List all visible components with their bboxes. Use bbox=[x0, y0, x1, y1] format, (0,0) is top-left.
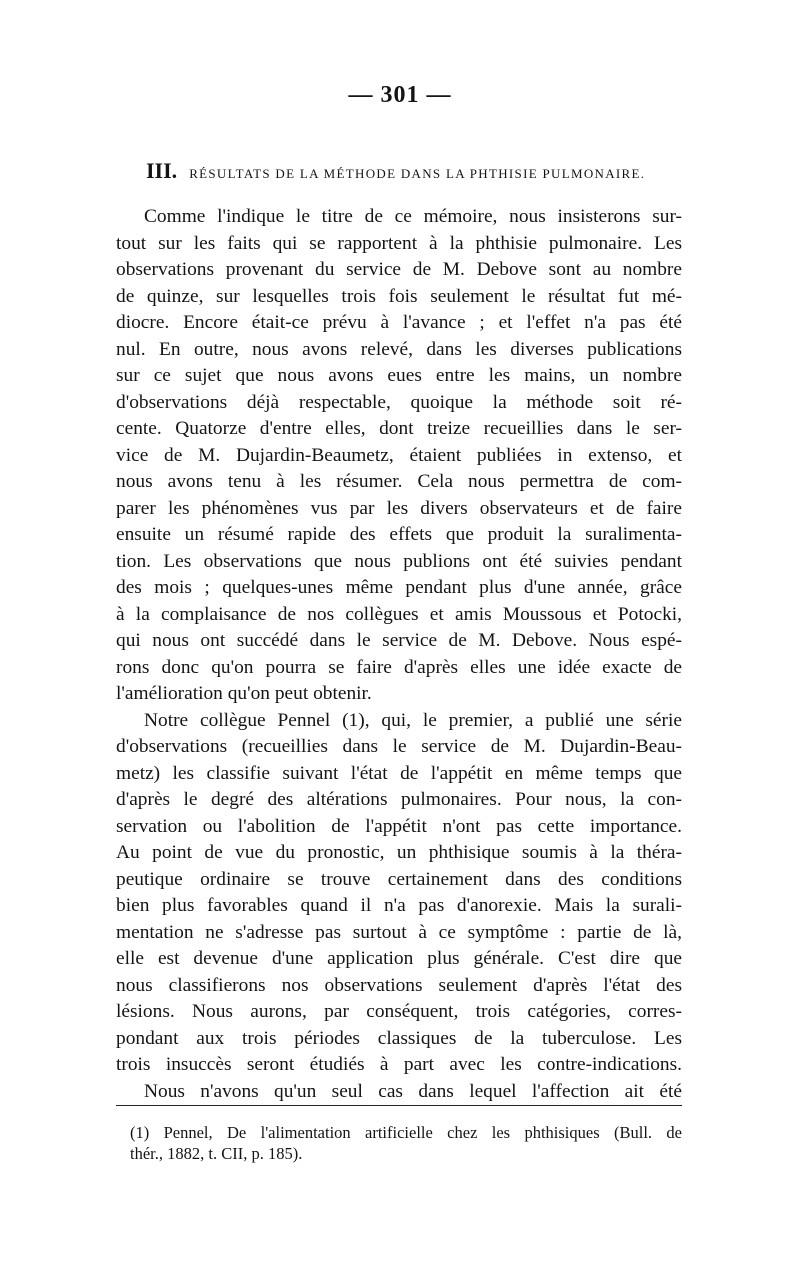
text-line: nul. En outre, nous avons relevé, dans les diverses publications bbox=[116, 338, 682, 360]
text-line: bien plus favorables quand il n'a pas d'anorexie. Mais la surali- bbox=[116, 895, 682, 916]
text-line: elle est devenue d'une application plus générale. C'est dire que bbox=[116, 948, 682, 969]
text-line: trois insuccès seront étudiés à part avec les contre-indications. bbox=[116, 1054, 682, 1075]
text-line: l'amélioration qu'on peut obtenir. bbox=[116, 683, 372, 704]
text-line: parer les phénomènes vus par les divers observateurs et de faire bbox=[116, 497, 682, 519]
text-line: de quinze, sur lesquelles trois fois seulement le résultat fut mé- bbox=[116, 285, 682, 307]
text-line: d'après le degré des altérations pulmonaires. Pour nous, la con- bbox=[116, 789, 682, 810]
text-line: ensuite un résumé rapide des effets que produit la suralimenta- bbox=[116, 524, 682, 545]
footnote-divider bbox=[116, 1105, 682, 1106]
section-number: III. bbox=[146, 158, 178, 183]
text-line: cente. Quatorze d'entre elles, dont treize recueillies dans le ser- bbox=[116, 418, 682, 439]
footnote-line: (1) Pennel, De l'alimentation artificielle chez les phthisiques (Bull. de bbox=[130, 1123, 682, 1142]
text-line: pondant aux trois périodes classiques de la tuberculose. Les bbox=[116, 1027, 682, 1049]
text-line: peutique ordinaire se trouve certainement dans des conditions bbox=[116, 868, 682, 890]
text-line: servation ou l'abolition de l'appétit n'ont pas cette importance. bbox=[116, 815, 682, 837]
text-line: d'observations déjà respectable, quoique la méthode soit ré- bbox=[116, 391, 682, 413]
paragraph-1 bbox=[116, 204, 682, 708]
paragraph-2 bbox=[116, 708, 682, 1079]
section-heading bbox=[146, 158, 706, 184]
text-line: rons donc qu'on pourra se faire d'après elles une idée exacte de bbox=[116, 656, 682, 678]
text-line: Comme l'indique le titre de ce mémoire, nous insisterons sur- bbox=[144, 206, 682, 227]
text-line: nous avons tenu à les résumer. Cela nous permettra de com- bbox=[116, 471, 682, 492]
text-line: nous classifierons nos observations seulement d'après l'état des bbox=[116, 974, 682, 996]
footnote-line: thér., 1882, t. CII, p. 185). bbox=[130, 1144, 303, 1163]
section-title: RÉSULTATS DE LA MÉTHODE DANS LA PHTHISIE PULMONAIRE. bbox=[189, 166, 646, 181]
text-line: sur ce sujet que nous avons eues entre les mains, un nombre bbox=[116, 365, 682, 386]
text-line: metz) les classifie suivant l'état de l'appétit en même temps que bbox=[116, 762, 682, 784]
text-line: tion. Les observations que nous publions ont été suivies pendant bbox=[116, 550, 682, 572]
text-line: des mois ; quelques-unes même pendant plus d'une année, grâce bbox=[116, 577, 682, 598]
text-line: Notre collègue Pennel (1), qui, le premier, a publié une série bbox=[144, 709, 682, 731]
text-line: observations provenant du service de M. Debove sont au nombre bbox=[116, 259, 682, 280]
text-line: qui nous ont succédé dans le service de M. Debove. Nous espé- bbox=[116, 630, 682, 651]
page-number: — 301 — bbox=[348, 82, 452, 108]
text-line: vice de M. Dujardin-Beaumetz, étaient publiées in extenso, et bbox=[116, 444, 682, 466]
text-line: à la complaisance de nos collègues et amis Moussous et Potocki, bbox=[116, 603, 682, 625]
text-line: d'observations (recueillies dans le service de M. Dujardin-Beau- bbox=[116, 736, 682, 757]
text-line: Au point de vue du pronostic, un phthisique soumis à la théra- bbox=[116, 842, 682, 863]
paragraph-3 bbox=[116, 1079, 682, 1106]
text-line: lésions. Nous aurons, par conséquent, trois catégories, corres- bbox=[116, 1001, 682, 1022]
footnote bbox=[130, 1122, 682, 1164]
body-text bbox=[116, 204, 682, 1105]
text-line: diocre. Encore était-ce prévu à l'avance ; et l'effet n'a pas été bbox=[116, 312, 682, 333]
text-line: mentation ne s'adresse pas surtout à ce symptôme : partie de là, bbox=[116, 921, 682, 943]
text-line: Nous n'avons qu'un seul cas dans lequel l'affection ait été bbox=[144, 1080, 682, 1102]
text-line: tout sur les faits qui se rapportent à la phthisie pulmonaire. Les bbox=[116, 232, 682, 254]
